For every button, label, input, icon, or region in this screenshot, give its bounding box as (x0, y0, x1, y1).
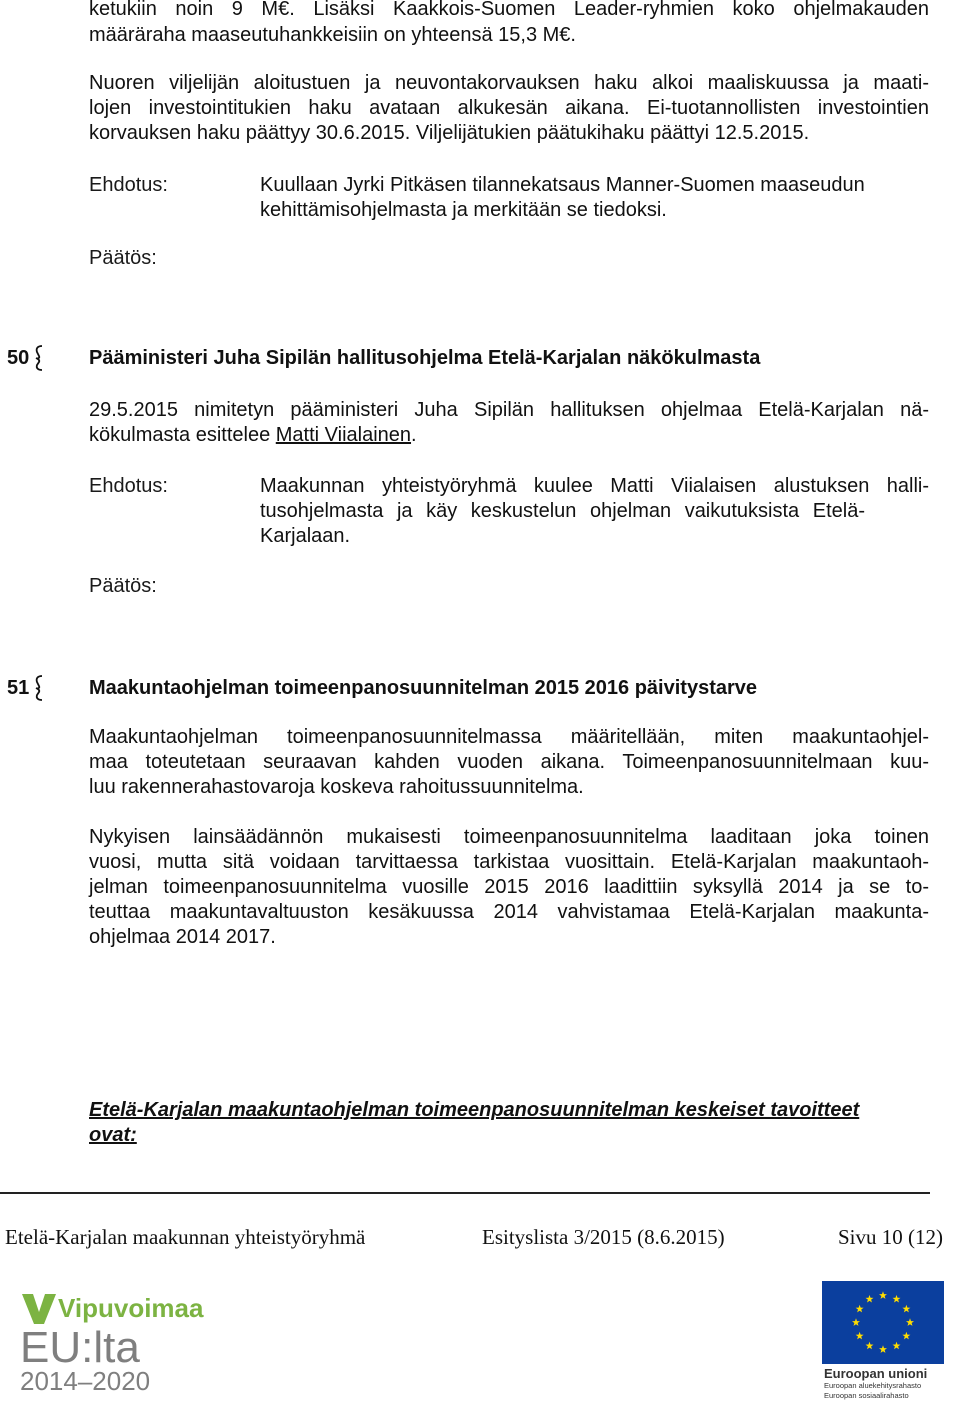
decision-label: Päätös: (89, 575, 157, 597)
vipuvoimaa-icon (22, 1294, 56, 1324)
item-body-line-2 (89, 423, 417, 448)
presenter-name: Matti Viialainen (275, 424, 412, 446)
para2-line-4: teuttaa maakuntavaltuuston kesäkuussa 2014 vahvistamaa Etelä-Karjalan maakunta- (89, 901, 929, 923)
goals-heading-line-1: Etelä-Karjalan maakuntaohjelman toimeenpanosuunnitelman keskeiset tavoitteet (89, 1099, 860, 1121)
proposal-label: Ehdotus: (89, 174, 168, 196)
para2-line-2: vuosi, mutta sitä voidaan tarvittaessa tarkistaa vuosittain. Etelä-Karjalan maakuntaoh- (89, 851, 929, 873)
logo-line-2: EU:lta (20, 1323, 140, 1372)
item-title: Pääministeri Juha Sipilän hallitusohjelma Etelä-Karjalan näkökulmasta (89, 347, 761, 369)
vipuvoimaa-logo (20, 1290, 220, 1400)
para2-line-3: jelman toimeenpanosuunnitelma vuosille 2015 2016 laadittiin syksyllä 2014 ja se to- (89, 876, 929, 898)
item-number: 51 (7, 677, 30, 699)
footer-page-number: Sivu 10 (12) (838, 1225, 943, 1249)
eu-flag-icon (822, 1281, 944, 1364)
proposal-label: Ehdotus: (89, 475, 168, 497)
proposal-text-line-1: Kuullaan Jyrki Pitkäsen tilannekatsaus Manner-Suomen maaseudun (260, 174, 865, 196)
para1-line-3: luu rakennerahastovaroja koskeva rahoitussuunnitelma. (89, 776, 584, 798)
intro-line-4: lojen investointitukien haku avataan alkukesän aikana. Ei-tuotannollisten investointien (89, 97, 929, 119)
para2-line-1: Nykyisen lainsäädännön mukaisesti toimeenpanosuunnitelma laaditaan joka toinen (89, 826, 929, 848)
para1-line-1: Maakuntaohjelman toimeenpanosuunnitelmassa määritellään, miten maakuntaohjel- (89, 726, 929, 748)
proposal-text-line-2: tusohjelmasta ja käy keskustelun ohjelman vaikutuksista Etelä- (260, 500, 865, 522)
section-sign-icon (33, 344, 47, 372)
eu-logo (822, 1281, 944, 1403)
proposal-text-line-3: Karjalaan. (260, 525, 351, 547)
para1-line-2: maa toteutetaan seuraavan kahden vuoden aikana. Toimeenpanosuunnitelmaan kuu- (89, 751, 929, 773)
para2-line-5: ohjelmaa 2014 2017. (89, 926, 276, 948)
intro-line-3: Nuoren viljelijän aloitustuen ja neuvontakorvauksen haku alkoi maaliskuussa ja maati- (89, 72, 929, 94)
item-body-line-1: 29.5.2015 nimitetyn pääministeri Juha Sipilän hallituksen ohjelmaa Etelä-Karjalan nä- (89, 399, 929, 421)
footer-organization: Etelä-Karjalan maakunnan yhteistyöryhmä (5, 1225, 366, 1249)
item-title: Maakuntaohjelman toimeenpanosuunnitelman 2015 2016 päivitystarve (89, 677, 758, 699)
item-number: 50 (7, 347, 30, 369)
logo-line-1: Vipuvoimaa (58, 1293, 204, 1323)
eu-label: Euroopan unioni (824, 1366, 928, 1381)
footer-agenda: Esityslista 3/2015 (8.6.2015) (482, 1225, 725, 1249)
section-sign-icon (33, 674, 47, 702)
body-text-end: . (411, 424, 417, 446)
intro-line-2: määräraha maaseutuhankkeisiin on yhteensä 15,3 M€. (89, 24, 576, 46)
footer-divider (0, 1192, 930, 1194)
eu-sub-1: Euroopan aluekehitysrahasto (824, 1381, 922, 1390)
goals-heading-line-2: ovat: (89, 1124, 137, 1146)
intro-line-5: korvauksen haku päättyy 30.6.2015. Viljelijätukien päätukihaku päättyi 12.5.2015. (89, 122, 810, 144)
decision-label: Päätös: (89, 247, 157, 269)
logo-line-3: 2014–2020 (20, 1366, 151, 1396)
eu-sub-2: Euroopan sosiaalirahasto (824, 1391, 909, 1400)
body-text: kökulmasta esittelee (89, 424, 276, 446)
intro-line-1: ketukiin noin 9 M€. Lisäksi Kaakkois-Suomen Leader-ryhmien koko ohjelmakauden (89, 0, 929, 20)
proposal-text-line-2: kehittämisohjelmasta ja merkitään se tiedoksi. (260, 199, 667, 221)
proposal-text-line-1: Maakunnan yhteistyöryhmä kuulee Matti Viialaisen alustuksen halli- (260, 475, 929, 497)
